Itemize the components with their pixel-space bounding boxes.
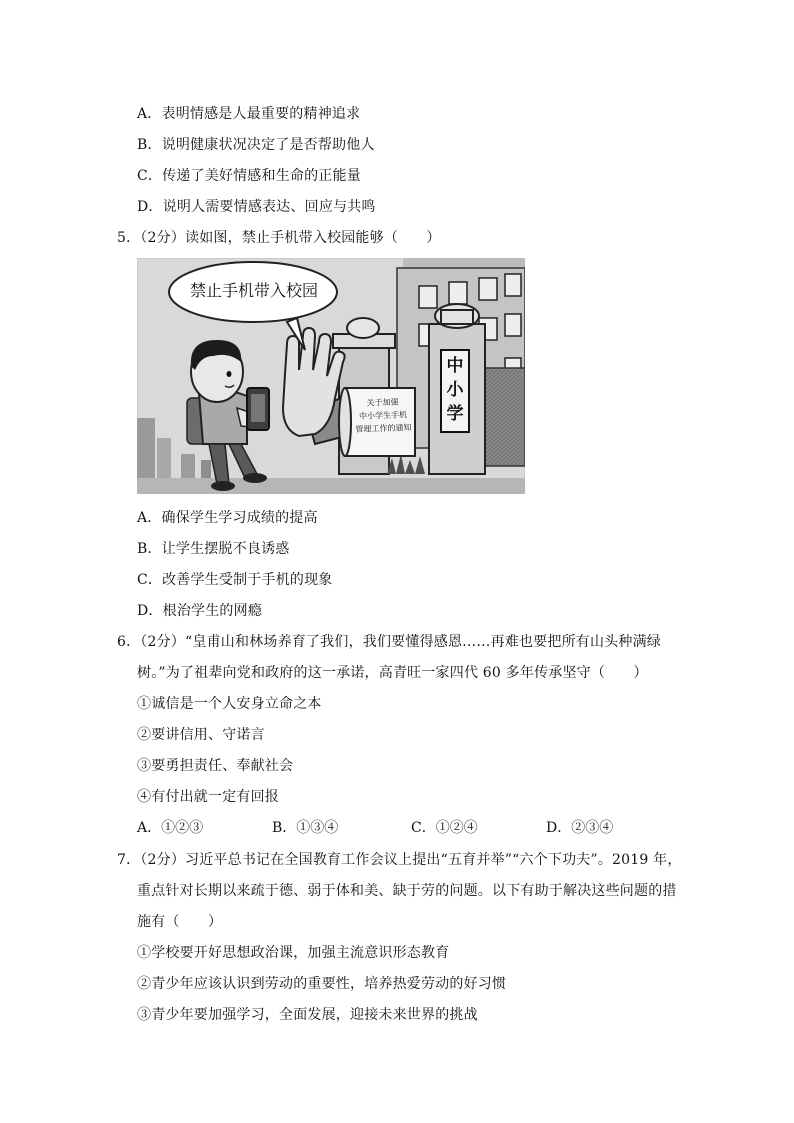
q7-item-1: ①学校要开好思想政治课，加强主流意识形态教育: [137, 945, 450, 961]
q5-option-c: C．改善学生受制于手机的现象: [137, 572, 333, 588]
q6-item-2: ②要讲信用、守诺言: [137, 727, 265, 743]
notice-document: [350, 395, 415, 436]
q5-stem: 5．（2分）读如图，禁止手机带入校园能够（ ）: [117, 230, 441, 246]
q6-choice-b: B．①③④: [272, 820, 339, 836]
q7-item-2: ②青少年应该认识到劳动的重要性，培养热爱劳动的好习惯: [137, 976, 507, 992]
q5-illustration: [137, 258, 525, 494]
school-sign-char-3: 学: [446, 404, 464, 424]
q6-choice-d: D．②③④: [546, 820, 614, 836]
notice-line-2: 中小学生手机: [358, 410, 408, 421]
school-sign-char-2: 小: [446, 380, 464, 400]
school-sign-char-1: 中: [446, 356, 464, 376]
q4-option-b: B．说明健康状况决定了是否帮助他人: [137, 137, 375, 153]
notice-line-1: 关于加强: [366, 397, 399, 408]
school-sign: [441, 354, 469, 426]
q7-stem-line3: 施有（ ）: [137, 914, 223, 930]
q6-stem-line2: 树。”为了祖辈向党和政府的这一承诺，高青旺一家四代 60 多年传承坚守（ ）: [137, 665, 648, 681]
speech-bubble-text: 禁止手机带入校园: [189, 281, 318, 300]
q4-option-a: A．表明情感是人最重要的精神追求: [137, 106, 361, 122]
q7-stem-line1: 7．（2分）习近平总书记在全国教育工作会议上提出“五育并举”“六个下功夫”。2019 年，: [117, 852, 682, 868]
notice-line-3: 管理工作的通知: [355, 423, 412, 434]
q6-choice-a: A．①②③: [137, 820, 204, 836]
q7-stem-line2: 重点针对长期以来疏于德、弱于体和美、缺于劳的问题。以下有助于解决这些问题的措: [137, 883, 677, 899]
q6-stem-line1: 6．（2分）“皇甫山和林场养育了我们，我们要懂得感恩……再难也要把所有山头种满绿: [117, 634, 661, 650]
q4-option-d: D．说明人需要情感表达、回应与共鸣: [137, 199, 376, 215]
q6-choices: [137, 818, 657, 838]
q5-option-d: D．根治学生的网瘾: [137, 603, 263, 619]
q6-item-3: ③要勇担责任、奉献社会: [137, 758, 294, 774]
q6-choice-c: C．①②④: [411, 820, 478, 836]
q6-item-4: ④有付出就一定有回报: [137, 789, 279, 805]
q5-option-b: B．让学生摆脱不良诱惑: [137, 541, 290, 557]
q6-item-1: ①诚信是一个人安身立命之本: [137, 696, 322, 712]
q4-option-c: C．传递了美好情感和生命的正能量: [137, 168, 361, 184]
q7-item-3: ③青少年要加强学习，全面发展，迎接未来世界的挑战: [137, 1007, 478, 1023]
q5-option-a: A．确保学生学习成绩的提高: [137, 510, 318, 526]
